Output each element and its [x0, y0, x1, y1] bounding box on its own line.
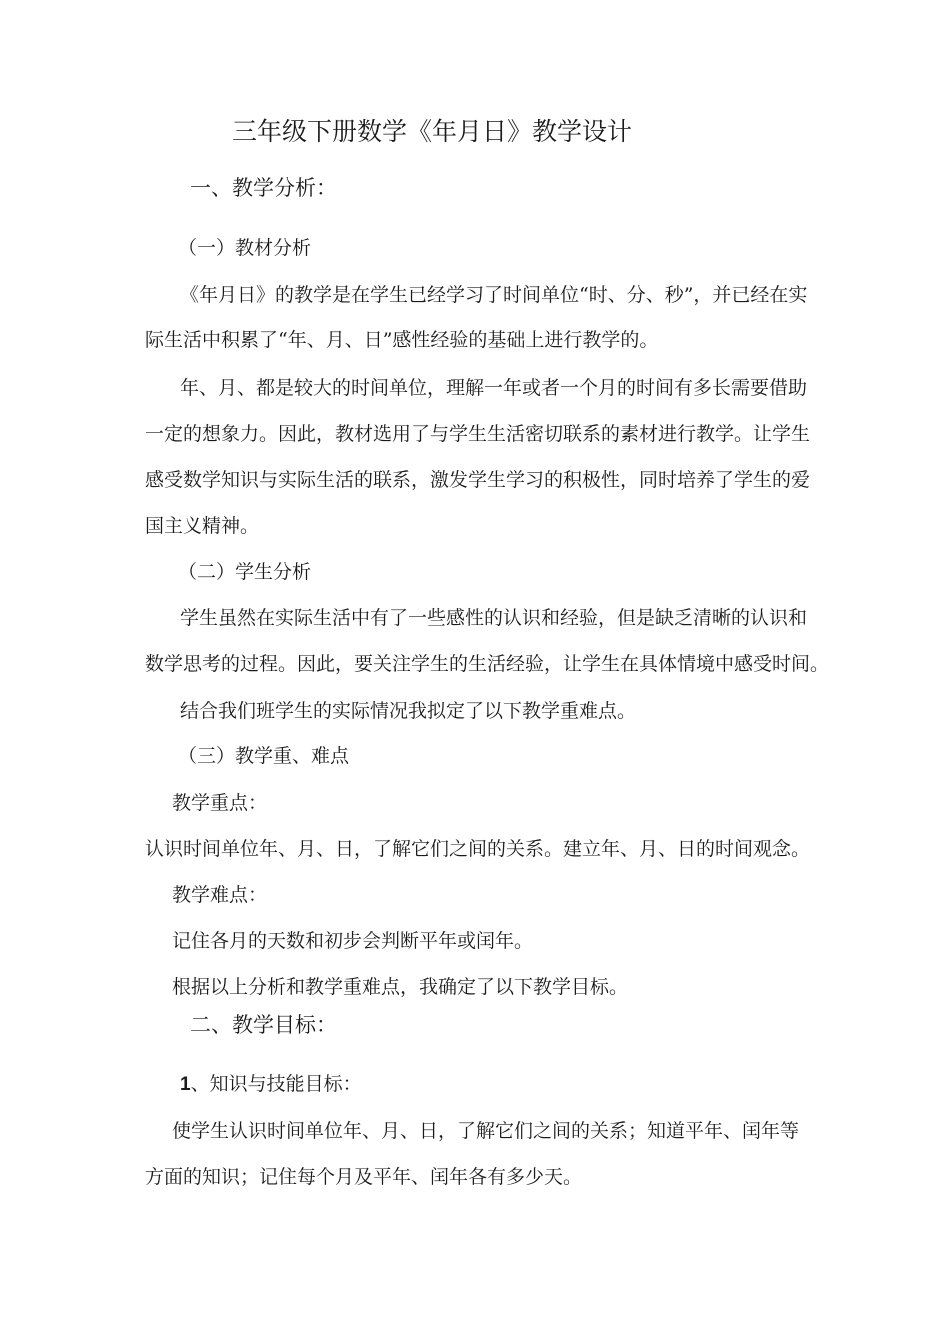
- key-points-label: 教学重点：: [172, 792, 268, 814]
- paragraph-line: 国主义精神。: [145, 515, 260, 537]
- goal-number: 1: [180, 1074, 191, 1095]
- key-points-text: 认识时间单位年、月、日，了解它们之间的关系。建立年、月、日的时间观念。: [145, 838, 811, 860]
- paragraph-line: 一定的想象力。因此，教材选用了与学生生活密切联系的素材进行教学。让学生: [145, 423, 811, 445]
- conclusion-text: 根据以上分析和教学重难点，我确定了以下教学目标。: [172, 976, 629, 998]
- section-heading-teaching-analysis: 一、教学分析：: [190, 176, 337, 200]
- document-title: 三年级下册数学《年月日》教学设计: [232, 117, 633, 146]
- difficult-points-text: 记住各月的天数和初步会判断平年或闰年。: [172, 930, 534, 952]
- subheading-student-analysis: （二）学生分析: [178, 561, 312, 583]
- difficult-points-label: 教学难点：: [172, 884, 268, 906]
- paragraph-line: 际生活中积累了“年、月、日”感性经验的基础上进行教学的。: [145, 329, 659, 351]
- subheading-key-difficult-points: （三）教学重、难点: [178, 745, 350, 767]
- paragraph-line: 年、月、都是较大的时间单位，理解一年或者一个月的时间有多长需要借助: [180, 377, 808, 399]
- paragraph-line: 方面的知识；记住每个月及平年、闰年各有多少天。: [145, 1166, 583, 1188]
- paragraph-line: 《年月日》的教学是在学生已经学习了时间单位“时、分、秒”，并已经在实: [180, 284, 808, 306]
- paragraph-line: 结合我们班学生的实际情况我拟定了以下教学重难点。: [180, 700, 637, 722]
- paragraph-line: 数学思考的过程。因此，要关注学生的生活经验，让学生在具体情境中感受时间。: [145, 653, 830, 675]
- goal-heading: [180, 1072, 362, 1097]
- subheading-textbook-analysis: （一）教材分析: [178, 237, 312, 259]
- paragraph-line: 使学生认识时间单位年、月、日，了解它们之间的关系；知道平年、闰年等: [172, 1120, 800, 1142]
- section-heading-teaching-goals: 二、教学目标：: [190, 1013, 337, 1037]
- goal-label: 、知识与技能目标：: [190, 1073, 362, 1095]
- paragraph-line: 学生虽然在实际生活中有了一些感性的认识和经验，但是缺乏清晰的认识和: [180, 607, 808, 629]
- paragraph-line: 感受数学知识与实际生活的联系，激发学生学习的积极性，同时培养了学生的爱: [145, 469, 811, 491]
